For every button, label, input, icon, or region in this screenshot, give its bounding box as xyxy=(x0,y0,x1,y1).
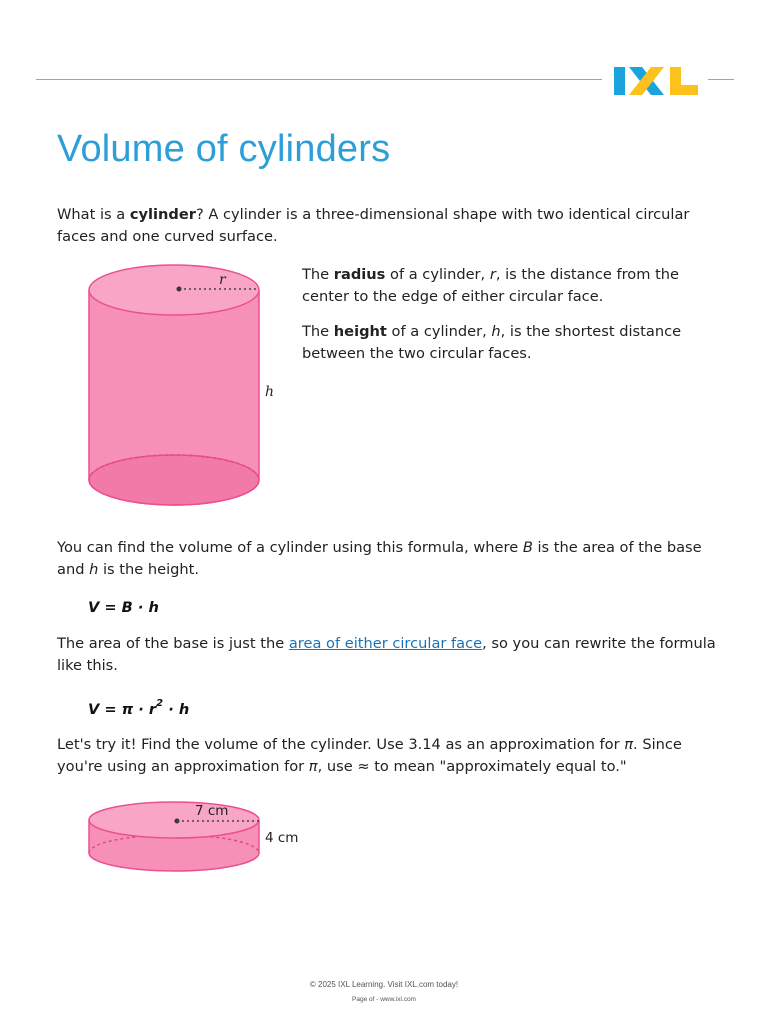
height-label: h xyxy=(265,384,275,400)
try-it-text-3: , use ≈ to mean "approximately equal to." xyxy=(317,758,627,775)
footer-copyright: © 2025 IXL Learning. Visit IXL.com today! xyxy=(309,980,459,989)
try-it-text-2: . Since you're using an approximation for xyxy=(57,736,682,775)
height-text-2: of a cylinder, xyxy=(386,323,492,340)
try-it-paragraph xyxy=(57,734,727,778)
pi-symbol-2: π xyxy=(308,758,318,775)
height-definition xyxy=(302,321,722,365)
rewrite-text-2: , so you can rewrite the formula like this. xyxy=(57,635,716,674)
ixl-logo xyxy=(612,64,702,98)
pi-symbol-1: π xyxy=(624,736,634,753)
intro-text-2: ? A cylinder is a three-dimensional shape with two identical circular faces and one curved surface. xyxy=(57,206,690,245)
radius-label: r xyxy=(219,272,226,288)
rewrite-text-1: The area of the base is just the xyxy=(57,635,289,652)
area-of-circle-link[interactable]: area of either circular face xyxy=(288,635,483,652)
var-r: r xyxy=(489,266,496,283)
height-text-3: , is the shortest distance between the two circular faces. xyxy=(302,323,682,362)
term-cylinder: cylinder xyxy=(129,206,196,223)
intro-text-1: What is a xyxy=(57,206,130,223)
var-h-2: h xyxy=(89,561,99,578)
height-text-1: The xyxy=(302,323,334,340)
formula-intro-paragraph xyxy=(57,537,717,581)
radius-text-2: of a cylinder, xyxy=(385,266,490,283)
try-it-text-1: Let's try it! Find the volume of the cylinder. Use 3.14 as an approximation for xyxy=(57,736,625,753)
formula2-exponent: 2 xyxy=(156,698,164,709)
radius-text-1: The xyxy=(302,266,334,283)
short-cylinder-top-face xyxy=(89,802,259,838)
formula-intro-text-2: is the area of the base and xyxy=(57,539,702,578)
formula2-lhs: V = π · r xyxy=(88,701,157,718)
cylinder-top-face xyxy=(89,265,259,315)
page-title: Volume of cylinders xyxy=(57,128,391,170)
formula-intro-text-3: is the height. xyxy=(98,561,200,578)
formula-intro-text-1: You can find the volume of a cylinder using this formula, where xyxy=(57,539,523,556)
formula2-rhs: · h xyxy=(163,701,190,718)
header-rule-left xyxy=(36,79,602,80)
footer-page-number: Page of - www.ixl.com xyxy=(352,996,416,1003)
formula-volume-pi xyxy=(88,698,189,718)
term-radius: radius xyxy=(333,266,386,283)
var-h: h xyxy=(491,323,501,340)
formula-volume-base: V = B · h xyxy=(88,599,159,616)
short-cylinder-figure xyxy=(80,790,320,890)
intro-paragraph xyxy=(57,204,727,248)
rewrite-paragraph xyxy=(57,633,717,677)
tall-cylinder-figure xyxy=(80,260,290,510)
short-height-label: 4 cm xyxy=(265,830,299,846)
short-radius-label: 7 cm xyxy=(195,803,229,819)
var-b: B xyxy=(522,539,533,556)
radius-definition xyxy=(302,264,702,308)
radius-text-3: , is the distance from the center to the edge of either circular face. xyxy=(302,266,680,305)
term-height: height xyxy=(333,323,387,340)
header-rule-right xyxy=(708,79,734,80)
